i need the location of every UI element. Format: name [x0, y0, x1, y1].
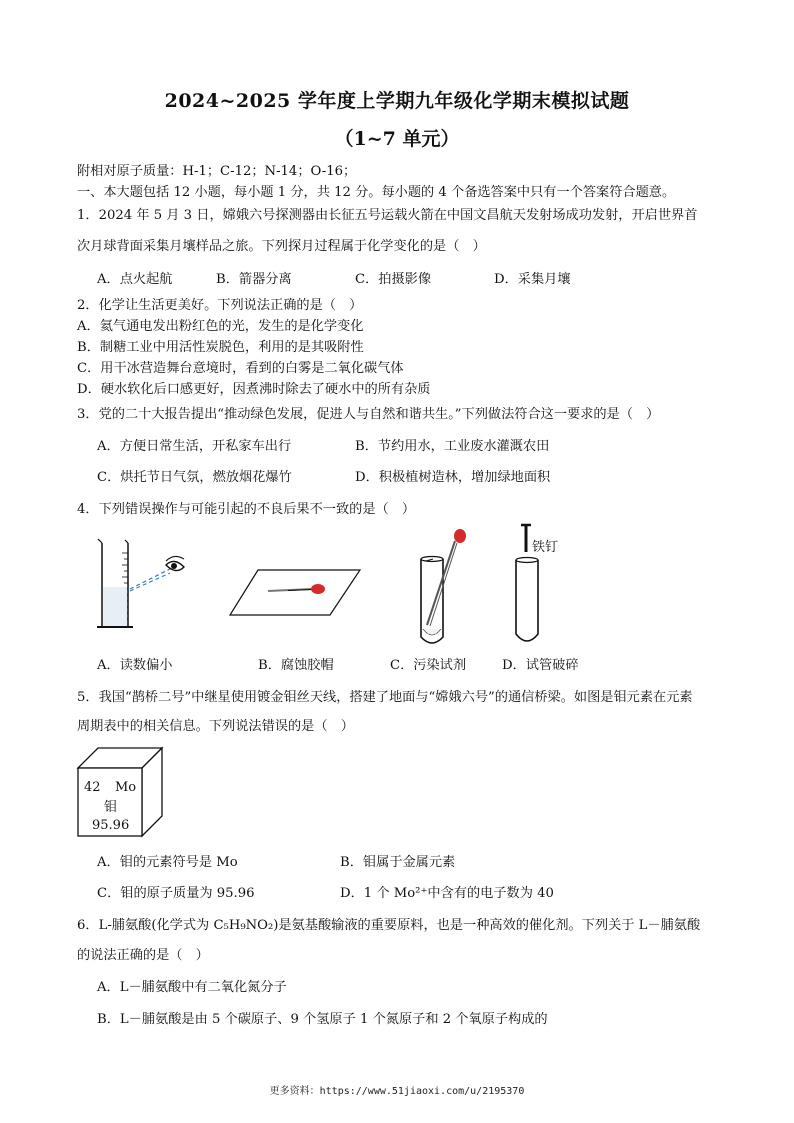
q3-option-a: A．方便日常生活，开私家车出行	[97, 439, 292, 454]
eye-icon	[166, 556, 184, 570]
q2-stem: 2．化学让生活更美好。下列说法正确的是（ ）	[77, 298, 363, 313]
nail-label: 铁钉	[532, 540, 559, 555]
q4-option-a: A．读数偏小	[97, 658, 173, 673]
q3-option-d: D．积极植树造林，增加绿地面积	[355, 470, 551, 485]
q1-option-d: D．采集月壤	[494, 272, 571, 287]
q1-option-c: C．拍摄影像	[355, 272, 432, 287]
q5-stem-line2: 周期表中的相关信息。下列说法错误的是（ ）	[77, 719, 354, 734]
element-symbol: Mo	[115, 780, 137, 795]
page-title: 2024~2025 学年度上学期九年级化学期末模拟试题	[164, 90, 630, 112]
q5-option-c: C．钼的原子质量为 95.96	[97, 886, 255, 901]
q3-stem: 3．党的二十大报告提出“推动绿色发展，促进人与自然和谐共生。”下列做法符合这一要求的是（ ）	[77, 407, 660, 422]
footer-resource-link: 更多资料：https://www.51jiaoxi.com/u/2195370	[269, 1086, 525, 1097]
q1-option-a: A．点火起航	[97, 272, 173, 287]
q5-option-a: A．钼的元素符号是 Mo	[97, 855, 238, 870]
q6-option-b: B．L－脯氨酸是由 5 个碳原子、9 个氢原子 1 个氮原子和 2 个氧原子构成的	[97, 1012, 548, 1027]
q6-stem-line1: 6．L-脯氨酸(化学式为 C₅H₉NO₂)是氨基酸输液的重要原料，也是一种高效的催化剂。下列关于 L－脯氨酸	[77, 918, 701, 933]
q1-stem-line1: 1．2024 年 5 月 3 日，嫦娥六号探测器由长征五号运载火箭在中国文昌航天发射场成功发射，开启世界首	[77, 208, 698, 223]
q5-option-d: D．1 个 Mo²⁺中含有的电子数为 40	[340, 886, 554, 901]
q4-stem: 4．下列错误操作与可能引起的不良后果不一致的是（ ）	[77, 502, 416, 517]
q6-option-a: A．L－脯氨酸中有二氧化氮分子	[97, 980, 287, 995]
q2-option-c: C．用干冰营造舞台意境时，看到的白雾是二氧化碳气体	[77, 361, 404, 376]
q3-option-c: C．烘托节日气氛，燃放烟花爆竹	[97, 470, 292, 485]
figure-b-dropper-on-table	[228, 565, 363, 620]
q1-stem-line2: 次月球背面采集月壤样品之旅。下列探月过程属于化学变化的是（ ）	[77, 239, 486, 254]
q4-option-b: B．腐蚀胶帽	[258, 658, 334, 673]
page-subtitle: （1~7 单元）	[334, 128, 460, 150]
element-relative-mass: 95.96	[92, 818, 130, 833]
q3-option-b: B．节约用水，工业废水灌溉农田	[355, 439, 550, 454]
figure-a-cylinder-reading	[92, 535, 192, 635]
atomic-mass-note: 附相对原子质量：H-1；C-12；N-14；O-16；	[77, 164, 357, 179]
element-atomic-number: 42	[84, 780, 101, 795]
q2-option-b: B．制糖工业中用活性炭脱色，利用的是其吸附性	[77, 340, 364, 355]
q6-stem-line2: 的说法正确的是（ ）	[77, 948, 209, 963]
section-instructions: 一、本大题包括 12 小题，每小题 1 分，共 12 分。每小题的 4 个备选答案中只有一个答案符合题意。	[77, 185, 676, 200]
element-name: 钼	[104, 800, 118, 815]
q4-option-d: D．试管破碎	[502, 658, 579, 673]
q2-option-d: D．硬水软化后口感更好，因煮沸时除去了硬水中的所有杂质	[77, 382, 431, 397]
figure-c-dropper-in-tube	[405, 525, 475, 650]
q2-option-a: A．氦气通电发出粉红色的光，发生的是化学变化	[77, 319, 364, 334]
q1-option-b: B．箭器分离	[216, 272, 292, 287]
q4-option-c: C．污染试剂	[390, 658, 467, 673]
q5-option-b: B．钼属于金属元素	[340, 855, 456, 870]
q5-stem-line1: 5．我国“鹊桥二号”中继星使用镀金钼丝天线，搭建了地面与“嫦娥六号”的通信桥梁。如图是钼元素在元素	[77, 690, 693, 705]
